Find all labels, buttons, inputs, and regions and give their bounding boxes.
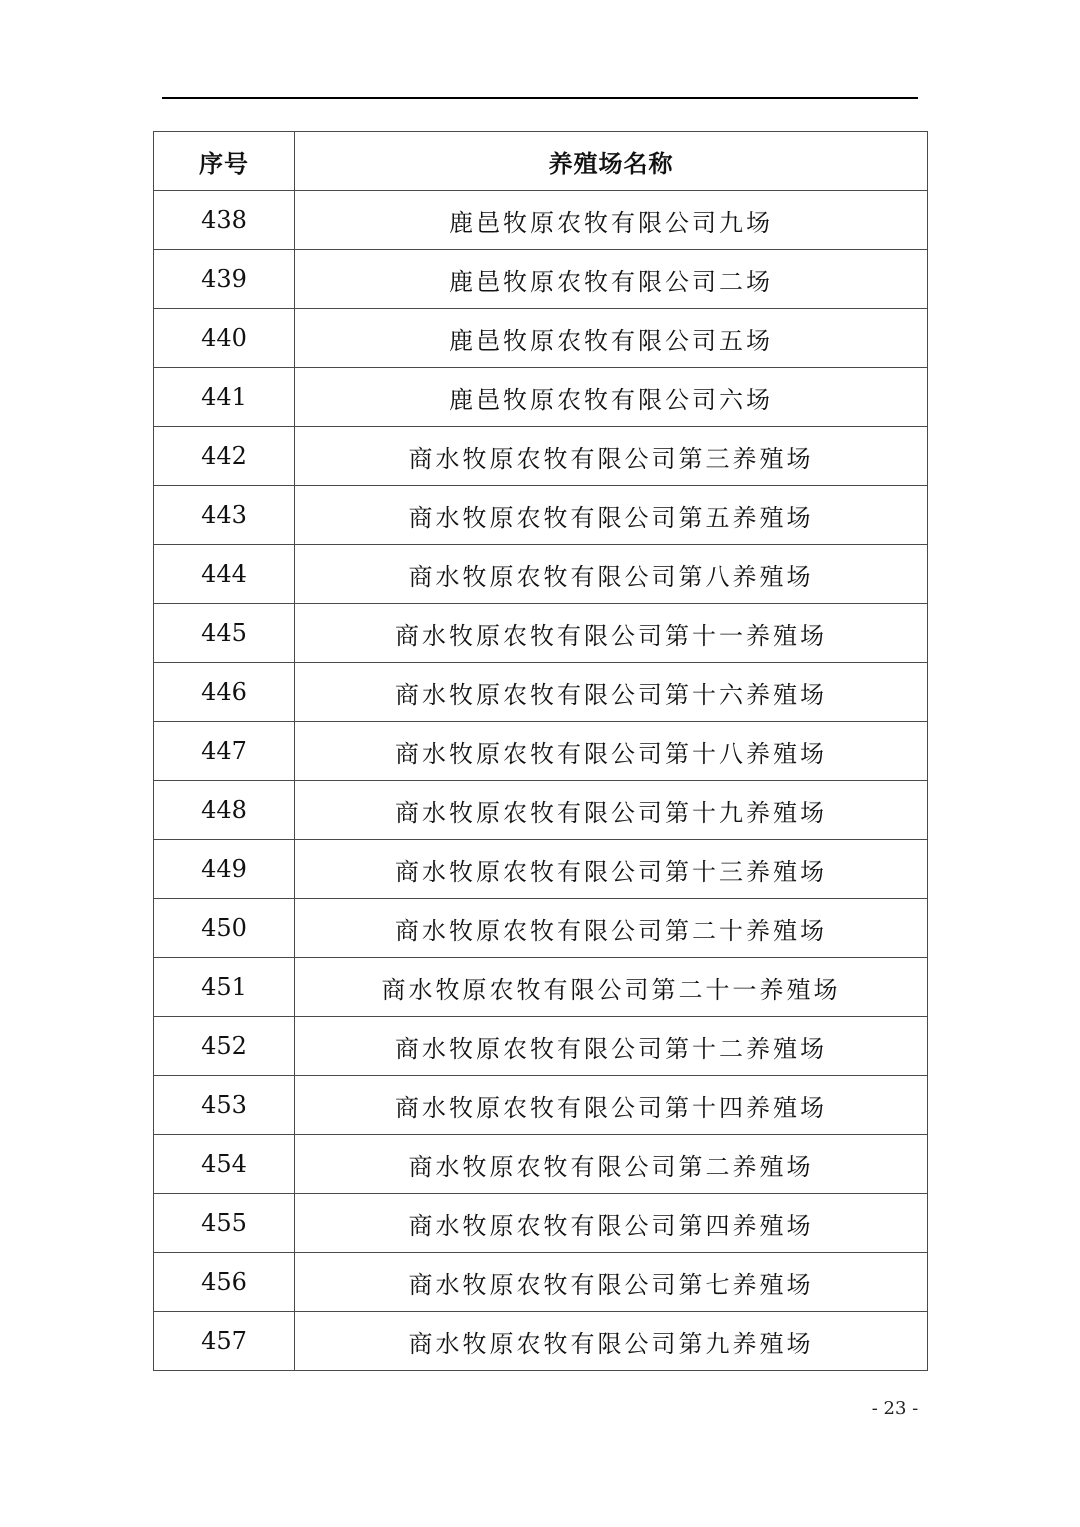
table-row — [154, 486, 928, 545]
seq-cell: 438 — [154, 191, 295, 250]
seq-cell: 453 — [154, 1076, 295, 1135]
table-row — [154, 899, 928, 958]
farm-name-cell: 商水牧原农牧有限公司第九养殖场 — [295, 1312, 928, 1371]
table-row — [154, 309, 928, 368]
seq-cell: 457 — [154, 1312, 295, 1371]
seq-cell: 447 — [154, 722, 295, 781]
seq-cell: 451 — [154, 958, 295, 1017]
farm-name-cell: 商水牧原农牧有限公司第十八养殖场 — [295, 722, 928, 781]
seq-cell: 448 — [154, 781, 295, 840]
table-row — [154, 427, 928, 486]
farm-name-cell: 鹿邑牧原农牧有限公司九场 — [295, 191, 928, 250]
table-row — [154, 781, 928, 840]
table-row — [154, 1312, 928, 1371]
seq-cell: 455 — [154, 1194, 295, 1253]
seq-cell: 454 — [154, 1135, 295, 1194]
table-row — [154, 958, 928, 1017]
farm-name-cell: 商水牧原农牧有限公司第十九养殖场 — [295, 781, 928, 840]
seq-cell: 442 — [154, 427, 295, 486]
farm-name-cell: 商水牧原农牧有限公司第十四养殖场 — [295, 1076, 928, 1135]
farm-name-cell: 商水牧原农牧有限公司第七养殖场 — [295, 1253, 928, 1312]
seq-cell: 439 — [154, 250, 295, 309]
table-row — [154, 663, 928, 722]
farm-name-cell: 商水牧原农牧有限公司第四养殖场 — [295, 1194, 928, 1253]
seq-cell: 441 — [154, 368, 295, 427]
table-row — [154, 722, 928, 781]
farm-name-cell: 商水牧原农牧有限公司第十二养殖场 — [295, 1017, 928, 1076]
table-row — [154, 1076, 928, 1135]
table-row — [154, 191, 928, 250]
table-row — [154, 1194, 928, 1253]
farm-name-cell: 商水牧原农牧有限公司第十一养殖场 — [295, 604, 928, 663]
header-farm-name: 养殖场名称 — [295, 132, 928, 191]
farm-name-cell: 鹿邑牧原农牧有限公司二场 — [295, 250, 928, 309]
seq-cell: 452 — [154, 1017, 295, 1076]
table-row — [154, 368, 928, 427]
table-row — [154, 840, 928, 899]
farm-name-cell: 商水牧原农牧有限公司第二十养殖场 — [295, 899, 928, 958]
seq-cell: 440 — [154, 309, 295, 368]
table-row — [154, 545, 928, 604]
farm-name-cell: 商水牧原农牧有限公司第三养殖场 — [295, 427, 928, 486]
farm-name-cell: 商水牧原农牧有限公司第十三养殖场 — [295, 840, 928, 899]
farm-name-cell: 鹿邑牧原农牧有限公司六场 — [295, 368, 928, 427]
farm-name-cell: 商水牧原农牧有限公司第五养殖场 — [295, 486, 928, 545]
seq-cell: 446 — [154, 663, 295, 722]
table-header-row — [154, 132, 928, 191]
seq-cell: 444 — [154, 545, 295, 604]
table-row — [154, 1253, 928, 1312]
seq-cell: 456 — [154, 1253, 295, 1312]
seq-cell: 449 — [154, 840, 295, 899]
table-row — [154, 1017, 928, 1076]
table-row — [154, 250, 928, 309]
table-row — [154, 1135, 928, 1194]
farm-list-table — [153, 131, 928, 1371]
farm-name-cell: 商水牧原农牧有限公司第十六养殖场 — [295, 663, 928, 722]
header-seq: 序号 — [154, 132, 295, 191]
header-rule — [162, 97, 918, 99]
farm-name-cell: 商水牧原农牧有限公司第八养殖场 — [295, 545, 928, 604]
farm-name-cell: 商水牧原农牧有限公司第二养殖场 — [295, 1135, 928, 1194]
table-row — [154, 604, 928, 663]
seq-cell: 450 — [154, 899, 295, 958]
seq-cell: 445 — [154, 604, 295, 663]
page-number: - 23 - — [871, 1398, 919, 1419]
farm-name-cell: 鹿邑牧原农牧有限公司五场 — [295, 309, 928, 368]
farm-name-cell: 商水牧原农牧有限公司第二十一养殖场 — [295, 958, 928, 1017]
seq-cell: 443 — [154, 486, 295, 545]
